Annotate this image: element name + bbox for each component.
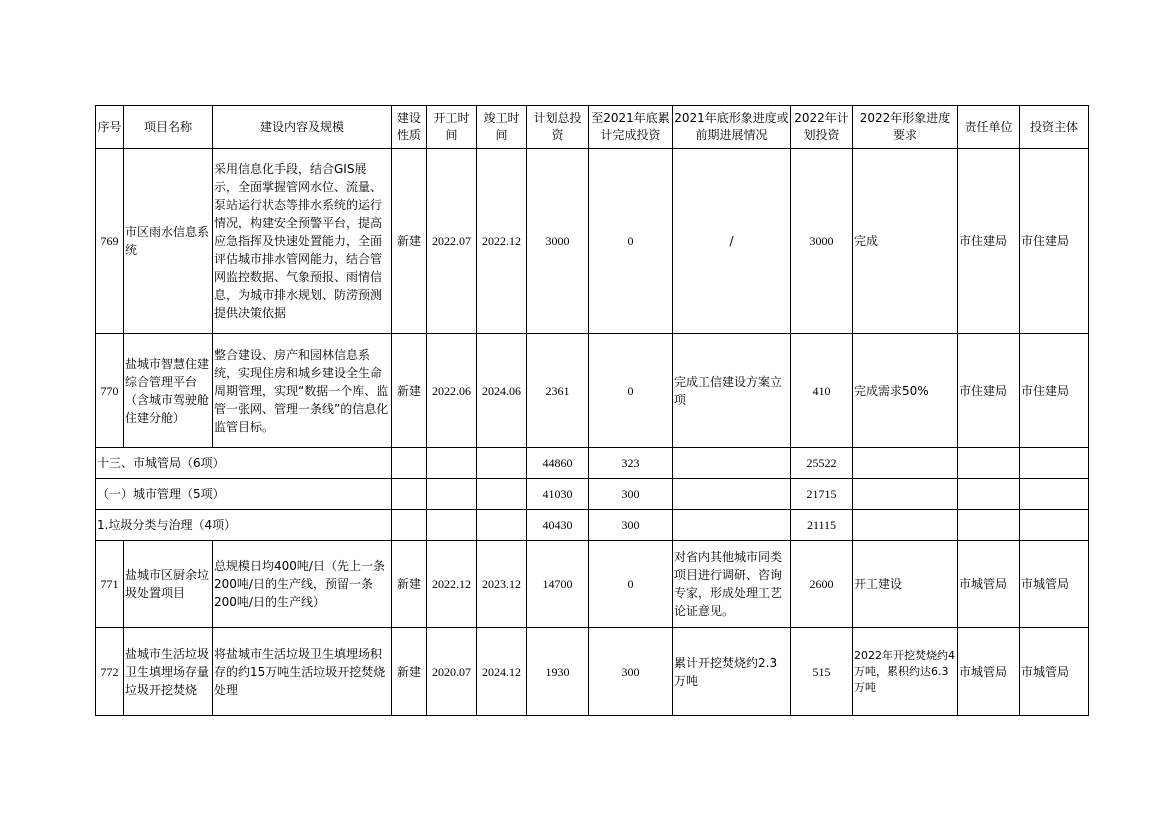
empty-cell xyxy=(853,510,958,541)
cell-seq: 772 xyxy=(96,628,124,716)
empty-cell xyxy=(1020,479,1089,510)
cell-plan2022: 2600 xyxy=(791,541,853,628)
header-total: 计划总投资 xyxy=(527,106,589,149)
empty-cell xyxy=(477,448,527,479)
header-dept: 责任单位 xyxy=(958,106,1020,149)
group-label: 1.垃圾分类与治理（4项） xyxy=(96,510,392,541)
cell-end: 2024.06 xyxy=(477,334,527,448)
header-progress2021: 2021年底形象进度或前期进展情况 xyxy=(673,106,791,149)
cell-content: 整合建设、房产和园林信息系统，实现住房和城乡建设全生命周期管理，实现“数据一个库、监管一张网、管理一条线”的信息化监管目标。 xyxy=(213,334,392,448)
cell-seq: 771 xyxy=(96,541,124,628)
empty-cell xyxy=(392,479,427,510)
header-name: 项目名称 xyxy=(124,106,213,149)
cell-progress2021: 对省内其他城市同类项目进行调研、咨询专家，形成处理工艺论证意见。 xyxy=(673,541,791,628)
header-plan2022: 2022年计划投资 xyxy=(791,106,853,149)
group-cumulative: 323 xyxy=(589,448,673,479)
group-label: 十三、市城管局（6项） xyxy=(96,448,392,479)
cell-cumulative: 300 xyxy=(589,628,673,716)
empty-cell xyxy=(673,510,791,541)
cell-end: 2023.12 xyxy=(477,541,527,628)
cell-total: 2361 xyxy=(527,334,589,448)
empty-cell xyxy=(392,510,427,541)
empty-cell xyxy=(427,479,477,510)
cell-dept: 市住建局 xyxy=(958,149,1020,334)
group-plan2022: 21115 xyxy=(791,510,853,541)
cell-start: 2022.07 xyxy=(427,149,477,334)
group-total: 41030 xyxy=(527,479,589,510)
group-label: （一）城市管理（5项） xyxy=(96,479,392,510)
empty-cell xyxy=(853,479,958,510)
header-content: 建设内容及规模 xyxy=(213,106,392,149)
header-end: 竣工时间 xyxy=(477,106,527,149)
cell-cumulative: 0 xyxy=(589,334,673,448)
header-cumulative: 至2021年底累计完成投资 xyxy=(589,106,673,149)
cell-end: 2024.12 xyxy=(477,628,527,716)
table-row xyxy=(96,628,1089,716)
cell-total: 1930 xyxy=(527,628,589,716)
cell-progress2021: 完成工信建设方案立项 xyxy=(673,334,791,448)
group-cumulative: 300 xyxy=(589,479,673,510)
cell-name: 市区雨水信息系统 xyxy=(124,149,213,334)
cell-dept: 市城管局 xyxy=(958,541,1020,628)
empty-cell xyxy=(427,448,477,479)
group-row xyxy=(96,479,1089,510)
cell-start: 2022.12 xyxy=(427,541,477,628)
group-row xyxy=(96,448,1089,479)
empty-cell xyxy=(427,510,477,541)
cell-req2022: 完成需求50% xyxy=(853,334,958,448)
cell-investor: 市住建局 xyxy=(1020,334,1089,448)
cell-dept: 市城管局 xyxy=(958,628,1020,716)
cell-plan2022: 410 xyxy=(791,334,853,448)
empty-cell xyxy=(1020,448,1089,479)
group-total: 40430 xyxy=(527,510,589,541)
table-row xyxy=(96,334,1089,448)
cell-content: 总规模日均400吨/日（先上一条200吨/日的生产线，预留一条200吨/日的生产线） xyxy=(213,541,392,628)
header-req2022: 2022年形象进度要求 xyxy=(853,106,958,149)
group-total: 44860 xyxy=(527,448,589,479)
cell-investor: 市住建局 xyxy=(1020,149,1089,334)
empty-cell xyxy=(673,479,791,510)
cell-plan2022: 515 xyxy=(791,628,853,716)
empty-cell xyxy=(673,448,791,479)
cell-cumulative: 0 xyxy=(589,541,673,628)
empty-cell xyxy=(477,479,527,510)
cell-name: 盐城市智慧住建综合管理平台（含城市驾驶舱住建分舱） xyxy=(124,334,213,448)
cell-investor: 市城管局 xyxy=(1020,541,1089,628)
group-cumulative: 300 xyxy=(589,510,673,541)
header-investor: 投资主体 xyxy=(1020,106,1089,149)
empty-cell xyxy=(958,448,1020,479)
cell-req2022: 完成 xyxy=(853,149,958,334)
cell-progress2021: / xyxy=(673,149,791,334)
cell-req2022: 开工建设 xyxy=(853,541,958,628)
header-seq: 序号 xyxy=(96,106,124,149)
cell-nature: 新建 xyxy=(392,628,427,716)
header-row xyxy=(96,106,1089,149)
cell-nature: 新建 xyxy=(392,334,427,448)
cell-start: 2022.06 xyxy=(427,334,477,448)
empty-cell xyxy=(958,479,1020,510)
cell-seq: 770 xyxy=(96,334,124,448)
group-plan2022: 25522 xyxy=(791,448,853,479)
header-nature: 建设性质 xyxy=(392,106,427,149)
table-row xyxy=(96,541,1089,628)
cell-end: 2022.12 xyxy=(477,149,527,334)
cell-progress2021: 累计开挖焚烧约2.3万吨 xyxy=(673,628,791,716)
empty-cell xyxy=(853,448,958,479)
cell-investor: 市城管局 xyxy=(1020,628,1089,716)
cell-seq: 769 xyxy=(96,149,124,334)
project-table xyxy=(95,105,1089,716)
header-start: 开工时间 xyxy=(427,106,477,149)
empty-cell xyxy=(392,448,427,479)
empty-cell xyxy=(1020,510,1089,541)
cell-content: 将盐城市生活垃圾卫生填埋场积存的约15万吨生活垃圾开挖焚烧处理 xyxy=(213,628,392,716)
cell-plan2022: 3000 xyxy=(791,149,853,334)
cell-total: 14700 xyxy=(527,541,589,628)
cell-nature: 新建 xyxy=(392,149,427,334)
cell-cumulative: 0 xyxy=(589,149,673,334)
empty-cell xyxy=(477,510,527,541)
cell-nature: 新建 xyxy=(392,541,427,628)
cell-req2022: 2022年开挖焚烧约4万吨，累积约达6.3万吨 xyxy=(853,628,958,716)
cell-start: 2020.07 xyxy=(427,628,477,716)
cell-name: 盐城市区厨余垃圾处置项目 xyxy=(124,541,213,628)
cell-dept: 市住建局 xyxy=(958,334,1020,448)
group-row xyxy=(96,510,1089,541)
table-row xyxy=(96,149,1089,334)
cell-total: 3000 xyxy=(527,149,589,334)
cell-content: 采用信息化手段，结合GIS展示，全面掌握管网水位、流量、泵站运行状态等排水系统的运行情况，构建安全预警平台，提高应急指挥及快速处置能力，全面评估城市排水管网能力，结合管网监控数据、气象预报、雨情信息，为城市排水规划、防涝预测提供决策依据 xyxy=(213,149,392,334)
cell-name: 盐城市生活垃圾卫生填埋场存量垃圾开挖焚烧 xyxy=(124,628,213,716)
group-plan2022: 21715 xyxy=(791,479,853,510)
empty-cell xyxy=(958,510,1020,541)
